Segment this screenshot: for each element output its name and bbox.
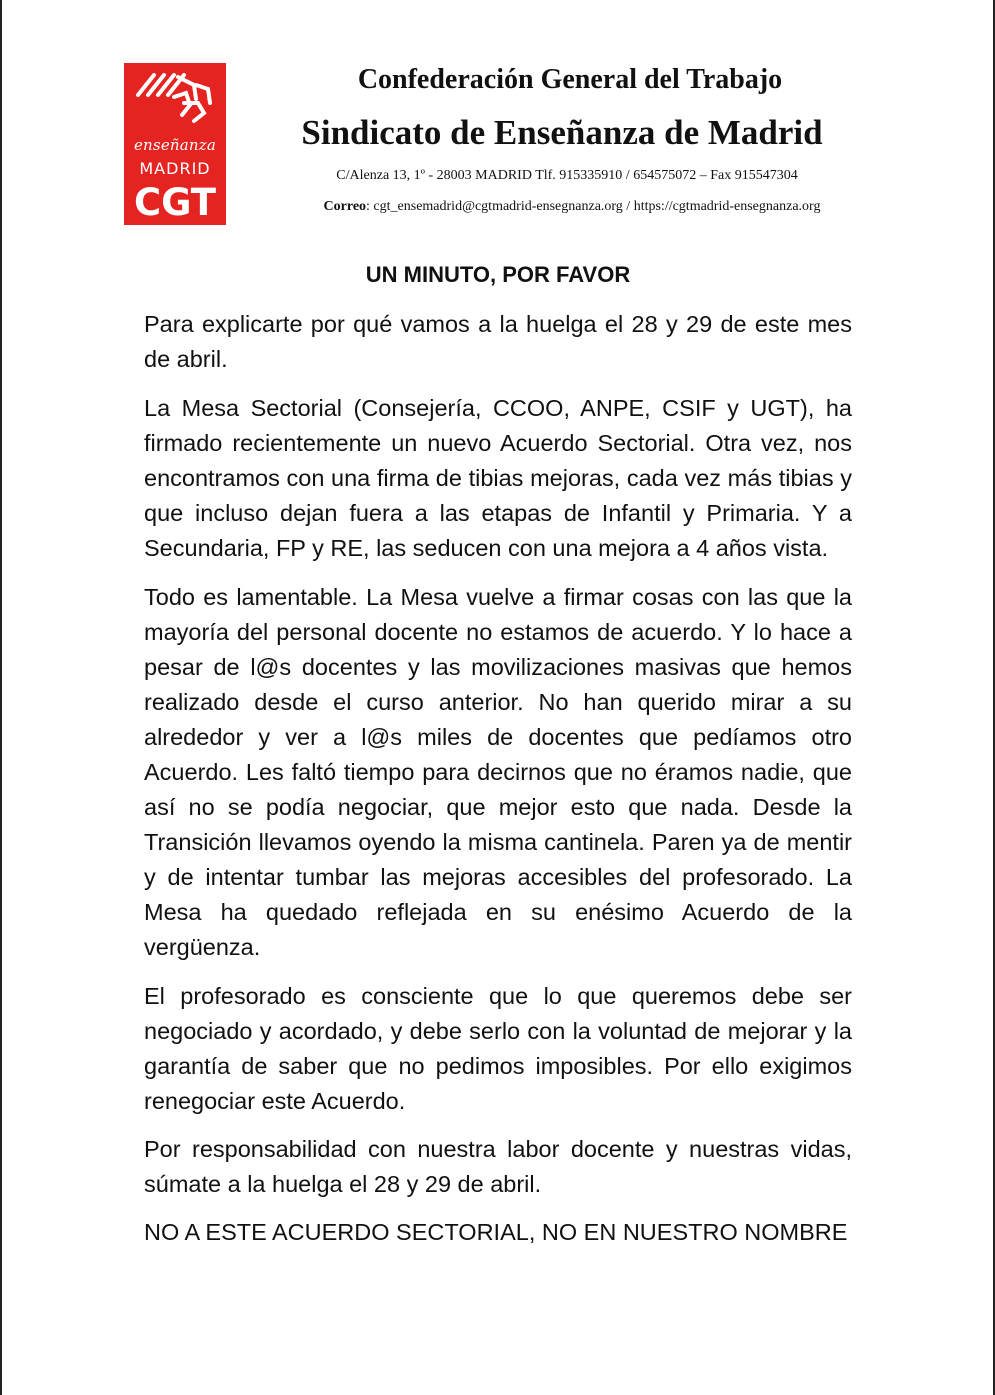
logo-text-cgt: CGT [133, 181, 217, 224]
document-title: UN MINUTO, POR FAVOR [365, 262, 631, 287]
paragraph: Para explicarte por qué vamos a la huelga el 28 y 29 de este mes de abril. [144, 311, 852, 372]
email-value: : cgt_ensemadrid@cgtmadrid-ensegnanza.org / https://cgtmadrid-ensegnanza.org [366, 199, 821, 214]
contact-email-line [272, 199, 872, 215]
paragraph: Por responsabilidad con nuestra labor docente y nuestras vidas, súmate a la huelga el 28 y 29 de abril. [144, 1136, 852, 1197]
logo-text-madrid: MADRID [139, 159, 211, 178]
paragraph: La Mesa Sectorial (Consejería, CCOO, ANPE, CSIF y UGT), ha firmado recientemente un nuevo Acuerdo Sectorial. Otra vez, nos encontramos con una firma de tibias mejoras, cada vez más tibias y que incluso dejan fuera a las etapas de Infantil y Primaria. Y a Secundaria, FP y RE, las seducen con una mejora a 4 años vista. [144, 395, 852, 561]
email-label: Correo [323, 199, 367, 214]
closing-slogan: NO A ESTE ACUERDO SECTORIAL, NO EN NUESTRO NOMBRE [144, 1219, 848, 1245]
union-title: Sindicato de Enseñanza de Madrid [301, 113, 823, 152]
contact-address: C/Alenza 13, 1º - 28003 MADRID Tlf. 915335910 / 654575072 – Fax 915547304 [336, 168, 798, 183]
logo-text-ensenanza: enseñanza [133, 136, 217, 154]
paragraph: Todo es lamentable. La Mesa vuelve a firmar cosas con las que la mayoría del personal docente no estamos de acuerdo. Y lo hace a pesar de l@s docentes y las movilizaciones masivas que hemos realizado desde el curso anterior. No han querido mirar a su alrededor y ver a l@s miles de docentes que pedíamos otro Acuerdo. Les faltó tiempo para decirnos que no éramos nadie, que así no se podía negociar, que mejor esto que nada. Desde la Transición llevamos oyendo la misma cantinela. Paren ya de mentir y de intentar tumbar las mejoras accesibles del profesorado. La Mesa ha quedado reflejada en su enésimo Acuerdo de la vergüenza. [144, 584, 852, 960]
paragraph: El profesorado es consciente que lo que queremos debe ser negociado y acordado, y debe serlo con la voluntad de mejorar y la garantía de saber que no pedimos imposibles. Por ello exigimos renegociar este Acuerdo. [144, 983, 852, 1114]
cgt-logo [124, 63, 226, 225]
fist-icon [124, 63, 226, 133]
confederation-title: Confederación General del Trabajo [357, 64, 783, 95]
